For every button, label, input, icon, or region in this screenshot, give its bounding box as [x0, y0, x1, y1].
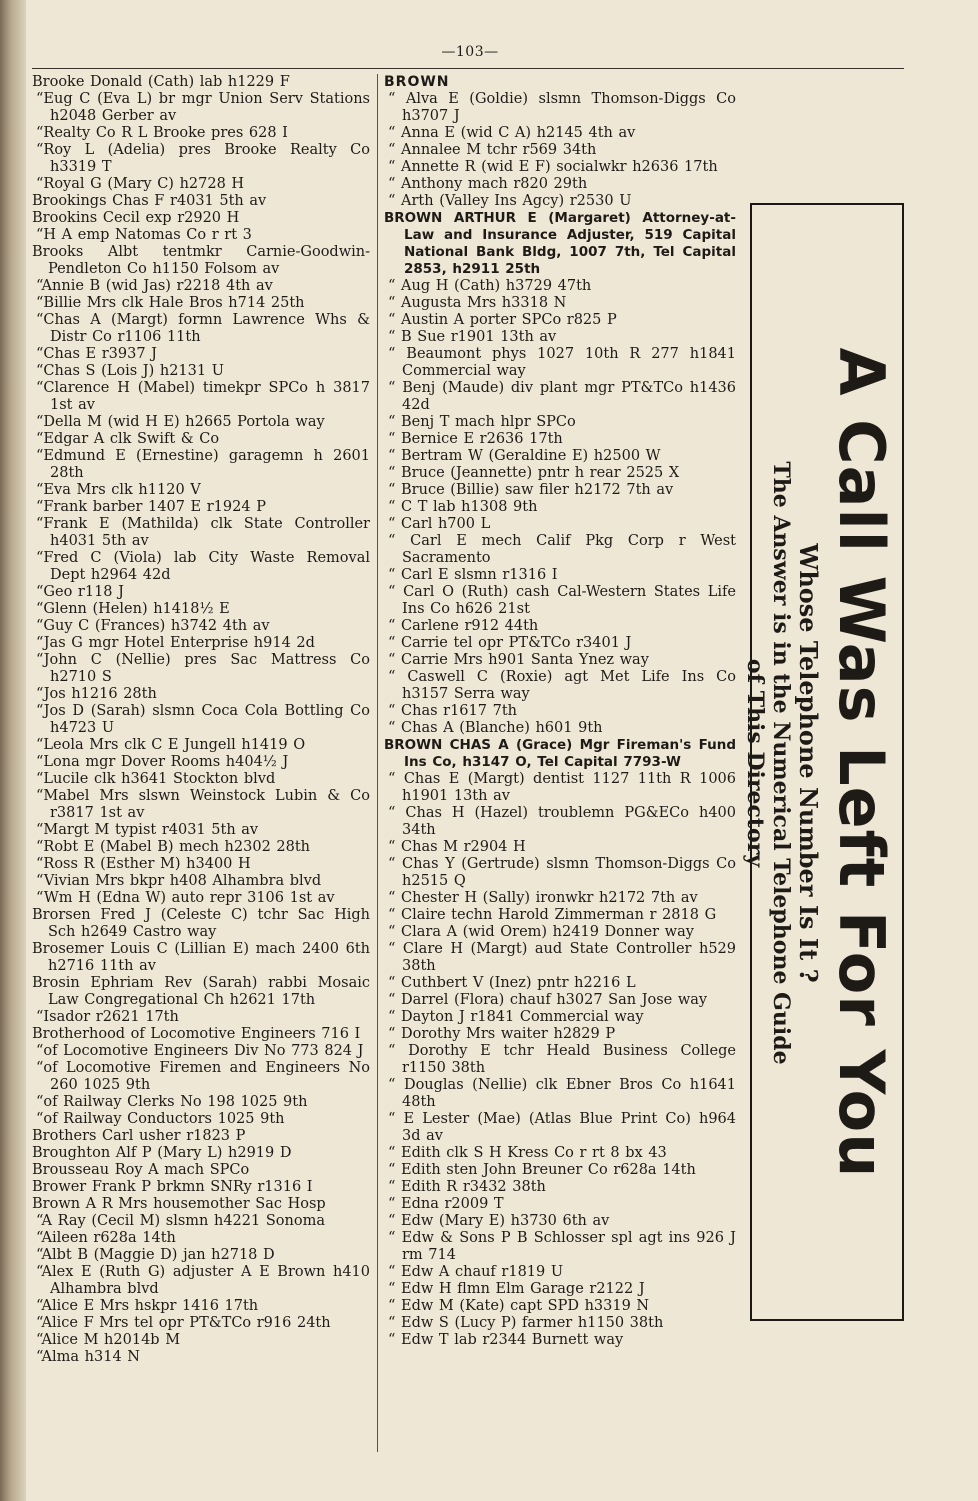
directory-entry: “Alex E (Ruth G) adjuster A E Brown h410 Alhambra blvd: [36, 1264, 370, 1297]
directory-entry: “ Edw & Sons P B Schlosser spl agt ins 926 J rm 714: [388, 1230, 736, 1263]
directory-entry: “ Anthony mach r820 29th: [388, 176, 588, 192]
directory-entry: “Eva Mrs clk h1120 V: [36, 482, 201, 498]
directory-entry: “A Ray (Cecil M) slsmn h4221 Sonoma: [36, 1213, 325, 1229]
directory-entry: “ Edw S (Lucy P) farmer h1150 38th: [388, 1315, 664, 1331]
directory-entry: “of Railway Conductors 1025 9th: [36, 1111, 285, 1127]
directory-entry: “of Locomotive Firemen and Engineers No 260 1025 9th: [36, 1060, 370, 1093]
directory-entry: “Vivian Mrs bkpr h408 Alhambra blvd: [36, 873, 322, 889]
directory-entry: “ C T lab h1308 9th: [388, 499, 538, 515]
directory-entry: “Alice M h2014b M: [36, 1332, 181, 1348]
directory-entry: “ Claire techn Harold Zimmerman r 2818 G: [388, 907, 717, 923]
directory-entry: “Clarence H (Mabel) timekpr SPCo h 3817 1st av: [36, 380, 370, 413]
directory-entry: “ Chas A (Blanche) h601 9th: [388, 720, 603, 736]
directory-entry: Brookins Cecil exp r2920 H: [32, 210, 240, 226]
directory-entry: “Chas A (Margt) formn Lawrence Whs & Distr Co r1106 11th: [36, 312, 370, 345]
directory-entry: “Frank E (Mathilda) clk State Controller h4031 5th av: [36, 516, 370, 549]
directory-entry: “ Austin A porter SPCo r825 P: [388, 312, 617, 328]
directory-entry: Broughton Alf P (Mary L) h2919 D: [32, 1145, 292, 1161]
directory-entry: “ Arth (Valley Ins Agcy) r2530 U: [388, 193, 632, 209]
directory-entry: Brosin Ephriam Rev (Sarah) rabbi Mosaic Law Congregational Ch h2621 17th: [32, 975, 370, 1008]
directory-entry: “H A emp Natomas Co r rt 3: [36, 227, 252, 243]
directory-entry: “ Caswell C (Roxie) agt Met Life Ins Co h3157 Serra way: [388, 669, 736, 702]
directory-entry: “ Benj T mach hlpr SPCo: [388, 414, 576, 430]
section-heading: BROWN: [384, 74, 450, 90]
directory-entry: “ Carrie tel opr PT&TCo r3401 J: [388, 635, 632, 651]
directory-entry: “Alice F Mrs tel opr PT&TCo r916 24th: [36, 1315, 331, 1331]
directory-entry: Brown A R Mrs housemother Sac Hosp: [32, 1196, 326, 1212]
directory-entry: “Wm H (Edna W) auto repr 3106 1st av: [36, 890, 335, 906]
directory-entry: “ Cuthbert V (Inez) pntr h2216 L: [388, 975, 636, 991]
directory-entry: “ Edw A chauf r1819 U: [388, 1264, 564, 1280]
directory-entry: “ Augusta Mrs h3318 N: [388, 295, 567, 311]
directory-entry: “Fred C (Viola) lab City Waste Removal Dept h2964 42d: [36, 550, 370, 583]
directory-entry: “ Edith clk S H Kress Co r rt 8 bx 43: [388, 1145, 667, 1161]
directory-entry: “ Chester H (Sally) ironwkr h2172 7th av: [388, 890, 698, 906]
directory-entry: “ Chas Y (Gertrude) slsmn Thomson-Diggs Co h2515 Q: [388, 856, 736, 889]
directory-entry: “of Locomotive Engineers Div No 773 824 J: [36, 1043, 364, 1059]
directory-entry: “ Chas E (Margt) dentist 1127 11th R 1006 h1901 13th av: [388, 771, 736, 804]
directory-entry: “Della M (wid H E) h2665 Portola way: [36, 414, 325, 430]
directory-entry: “ Clare H (Margt) aud State Controller h529 38th: [388, 941, 736, 974]
directory-entry: “ Edw T lab r2344 Burnett way: [388, 1332, 624, 1348]
directory-entry: Brookings Chas F r4031 5th av: [32, 193, 267, 209]
directory-entry: Brotherhood of Locomotive Engineers 716 I: [32, 1026, 361, 1042]
directory-entry: “ Alva E (Goldie) slsmn Thomson-Diggs Co h3707 J: [388, 91, 736, 124]
directory-entry: “Aileen r628a 14th: [36, 1230, 176, 1246]
column-divider: [377, 74, 378, 1452]
directory-entry: “ Beaumont phys 1027 10th R 277 h1841 Commercial way: [388, 346, 736, 379]
directory-entry: “ Carl E mech Calif Pkg Corp r West Sacramento: [388, 533, 736, 566]
directory-entry: “ Edith R r3432 38th: [388, 1179, 546, 1195]
directory-entry: “ Chas M r2904 H: [388, 839, 526, 855]
directory-entry: “ Bruce (Jeannette) pntr h rear 2525 X: [388, 465, 680, 481]
directory-entry: “ Dorothy Mrs waiter h2829 P: [388, 1026, 616, 1042]
ad-line-2: The Answer is in the Numerical Telephone Guide: [768, 461, 794, 1065]
directory-entry: “Eug C (Eva L) br mgr Union Serv Stations h2048 Gerber av: [36, 91, 370, 124]
directory-entry: “Geo r118 J: [36, 584, 124, 600]
directory-entry: “Royal G (Mary C) h2728 H: [36, 176, 245, 192]
directory-entry: “ Darrel (Flora) chauf h3027 San Jose way: [388, 992, 708, 1008]
directory-entry: “Billie Mrs clk Hale Bros h714 25th: [36, 295, 305, 311]
directory-entry: “John C (Nellie) pres Sac Mattress Co h2710 S: [36, 652, 370, 685]
right-column: [384, 74, 736, 1349]
directory-entry: “Isador r2621 17th: [36, 1009, 179, 1025]
directory-entry: “ Edith sten John Breuner Co r628a 14th: [388, 1162, 696, 1178]
binding-gutter: [0, 0, 26, 1501]
header-rule: [32, 68, 904, 69]
directory-entry: “Realty Co R L Brooke pres 628 I: [36, 125, 288, 141]
directory-entry: “ Dayton J r1841 Commercial way: [388, 1009, 644, 1025]
directory-entry: “Edmund E (Ernestine) garagemn h 2601 28th: [36, 448, 370, 481]
directory-entry: “Ross R (Esther M) h3400 H: [36, 856, 251, 872]
directory-entry: “Lona mgr Dover Rooms h404½ J: [36, 754, 289, 770]
directory-entry: “Leola Mrs clk C E Jungell h1419 O: [36, 737, 306, 753]
directory-entry: “Alma h314 N: [36, 1349, 140, 1365]
directory-entry: Brousseau Roy A mach SPCo: [32, 1162, 250, 1178]
directory-entry: “ Dorothy E tchr Heald Business College r1150 38th: [388, 1043, 736, 1076]
directory-entry: “ Douglas (Nellie) clk Ebner Bros Co h1641 48th: [388, 1077, 736, 1110]
directory-entry: “ Aug H (Cath) h3729 47th: [388, 278, 592, 294]
directory-entry: “ Edna r2009 T: [388, 1196, 504, 1212]
directory-entry: “ Annalee M tchr r569 34th: [388, 142, 597, 158]
directory-entry: “Jas G mgr Hotel Enterprise h914 2d: [36, 635, 315, 651]
directory-entry: “ E Lester (Mae) (Atlas Blue Print Co) h964 3d av: [388, 1111, 736, 1144]
directory-entry: “Jos h1216 28th: [36, 686, 157, 702]
directory-entry: “Margt M typist r4031 5th av: [36, 822, 259, 838]
directory-entry: “Edgar A clk Swift & Co: [36, 431, 220, 447]
directory-entry: “Jos D (Sarah) slsmn Coca Cola Bottling Co h4723 U: [36, 703, 370, 736]
directory-entry: “Albt B (Maggie D) jan h2718 D: [36, 1247, 275, 1263]
directory-entry: “Chas E r3937 J: [36, 346, 157, 362]
directory-entry: “Roy L (Adelia) pres Brooke Realty Co h3319 T: [36, 142, 370, 175]
directory-entry: “ Benj (Maude) div plant mgr PT&TCo h1436 42d: [388, 380, 736, 413]
left-column: [32, 74, 370, 1366]
ad-line-1: Whose Telephone Number Is It ?: [794, 543, 823, 983]
directory-entry: Brooks Albt tentmkr Carnie-Goodwin-Pendleton Co h1150 Folsom av: [32, 244, 370, 277]
directory-entry: “ Carl E slsmn r1316 I: [388, 567, 558, 583]
directory-entry: “Lucile clk h3641 Stockton blvd: [36, 771, 276, 787]
directory-entry: “Robt E (Mabel B) mech h2302 28th: [36, 839, 311, 855]
page-number: —103—: [441, 44, 499, 60]
directory-entry: “ Carlene r912 44th: [388, 618, 539, 634]
directory-entry: “ Edw M (Kate) capt SPD h3319 N: [388, 1298, 650, 1314]
directory-entry: “ Carl O (Ruth) cash Cal-Western States Life Ins Co h626 21st: [388, 584, 736, 617]
directory-entry: Brooke Donald (Cath) lab h1229 F: [32, 74, 290, 90]
directory-entry: “Guy C (Frances) h3742 4th av: [36, 618, 270, 634]
directory-entry: “Alice E Mrs hskpr 1416 17th: [36, 1298, 259, 1314]
directory-entry: Brosemer Louis C (Lillian E) mach 2400 6th h2716 11th av: [32, 941, 370, 974]
directory-entry: “ Bruce (Billie) saw filer h2172 7th av: [388, 482, 674, 498]
directory-entry: “Frank barber 1407 E r1924 P: [36, 499, 266, 515]
featured-listing: BROWN ARTHUR E (Margaret) Attorney-at-Law and Insurance Adjuster, 519 Capital National Bank Bldg, 1007 7th, Tel Capital 2853, h2911 25th: [384, 210, 736, 277]
directory-entry: “ Edw (Mary E) h3730 6th av: [388, 1213, 610, 1229]
advertisement-box: [742, 203, 904, 1321]
directory-entry: “ Chas H (Hazel) troublemn PG&ECo h400 34th: [388, 805, 736, 838]
directory-entry: “of Railway Clerks No 198 1025 9th: [36, 1094, 308, 1110]
directory-entry: “Mabel Mrs slswn Weinstock Lubin & Co r3817 1st av: [36, 788, 370, 821]
featured-listing: BROWN CHAS A (Grace) Mgr Fireman's Fund Ins Co, h3147 O, Tel Capital 7793-W: [384, 737, 736, 770]
directory-entry: “ Annette R (wid E F) socialwkr h2636 17th: [388, 159, 718, 175]
directory-entry: “Annie B (wid Jas) r2218 4th av: [36, 278, 273, 294]
directory-entry: “ Carrie Mrs h901 Santa Ynez way: [388, 652, 649, 668]
directory-entry: “ Bertram W (Geraldine E) h2500 W: [388, 448, 661, 464]
directory-entry: Brower Frank P brkmn SNRy r1316 I: [32, 1179, 313, 1195]
directory-entry: “ Carl h700 L: [388, 516, 491, 532]
ad-line-3: of This Directory: [742, 658, 768, 868]
directory-entry: “Chas S (Lois J) h2131 U: [36, 363, 224, 379]
directory-entry: “ Clara A (wid Orem) h2419 Donner way: [388, 924, 694, 940]
ad-headline: A Call Was Left For You: [825, 347, 898, 1179]
directory-entry: “ B Sue r1901 13th av: [388, 329, 557, 345]
directory-entry: “ Chas r1617 7th: [388, 703, 517, 719]
directory-entry: “ Bernice E r2636 17th: [388, 431, 563, 447]
directory-entry: “Glenn (Helen) h1418½ E: [36, 601, 230, 617]
directory-entry: “ Edw H flmn Elm Garage r2122 J: [388, 1281, 645, 1297]
directory-entry: Brorsen Fred J (Celeste C) tchr Sac High Sch h2649 Castro way: [32, 907, 370, 940]
directory-entry: “ Anna E (wid C A) h2145 4th av: [388, 125, 636, 141]
directory-entry: Brothers Carl usher r1823 P: [32, 1128, 246, 1144]
